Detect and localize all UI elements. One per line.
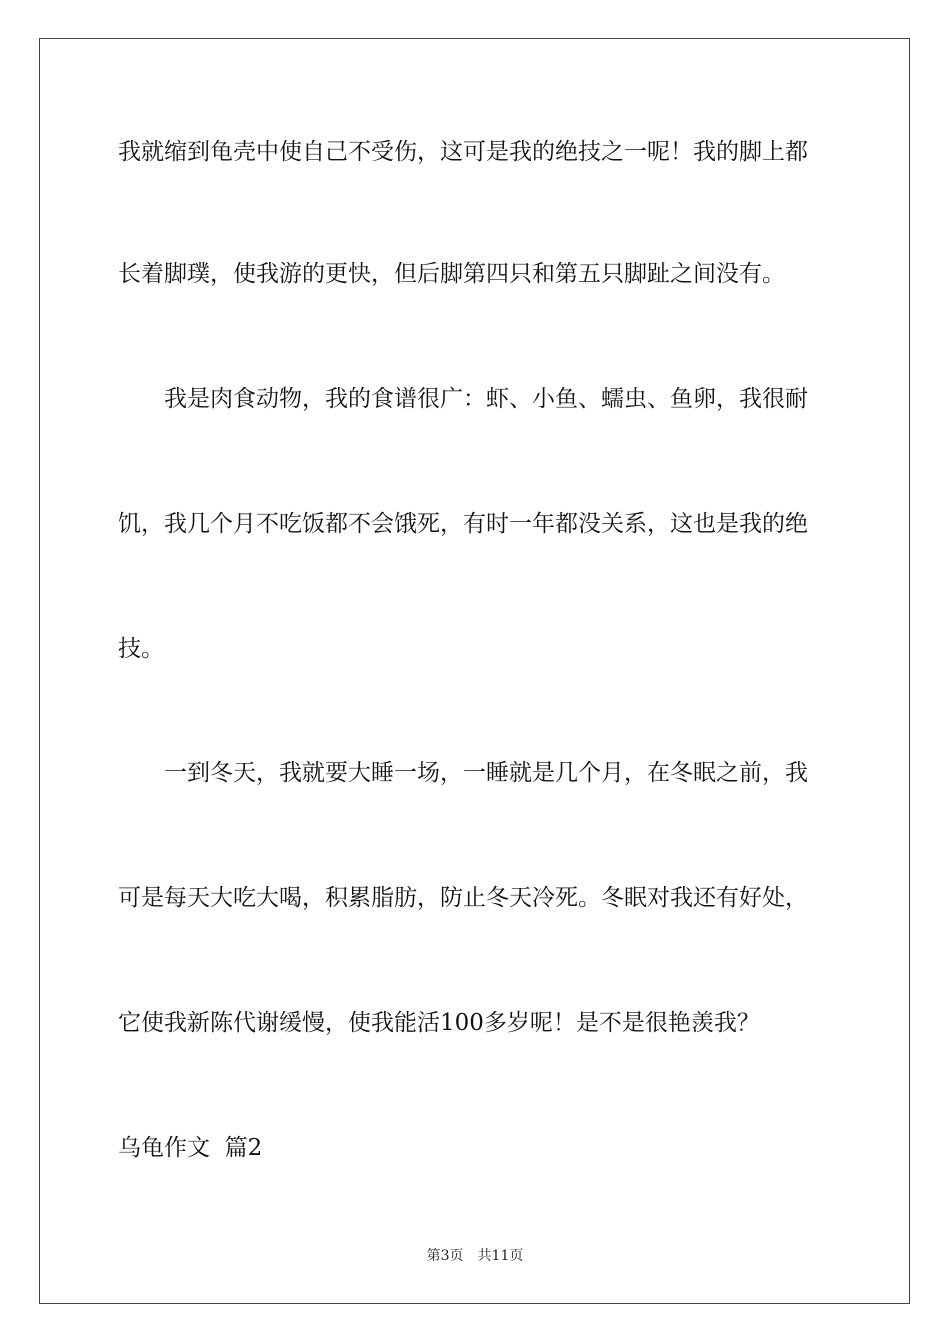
paragraph-2-line-3: 技。 xyxy=(118,636,164,662)
paragraph-1-line-2: 长着脚璞，使我游的更快，但后脚第四只和第五只脚趾之间没有。 xyxy=(118,261,785,287)
page-border xyxy=(39,38,910,1304)
paragraph-1-line-1: 我就缩到龟壳中使自己不受伤，这可是我的绝技之一呢！我的脚上都 xyxy=(118,139,808,165)
page-footer xyxy=(0,1247,950,1265)
page-number-total: 共11页 xyxy=(477,1248,524,1264)
paragraph-3-line-2: 可是每天大吃大喝，积累脂肪，防止冬天冷死。冬眠对我还有好处， xyxy=(118,885,808,911)
section-heading: 乌龟作文 篇2 xyxy=(118,1135,263,1161)
paragraph-2-line-2: 饥，我几个月不吃饭都不会饿死，有时一年都没关系，这也是我的绝 xyxy=(118,511,808,537)
paragraph-2-line-1: 我是肉食动物，我的食谱很广：虾、小鱼、蠕虫、鱼卵，我很耐 xyxy=(164,386,808,412)
paragraph-3-line-1: 一到冬天，我就要大睡一场，一睡就是几个月，在冬眠之前，我 xyxy=(164,760,808,786)
paragraph-3-line-3: 它使我新陈代谢缓慢，使我能活100多岁呢！是不是很艳羡我？ xyxy=(118,1010,760,1036)
page-number-current: 第3页 xyxy=(426,1248,464,1264)
